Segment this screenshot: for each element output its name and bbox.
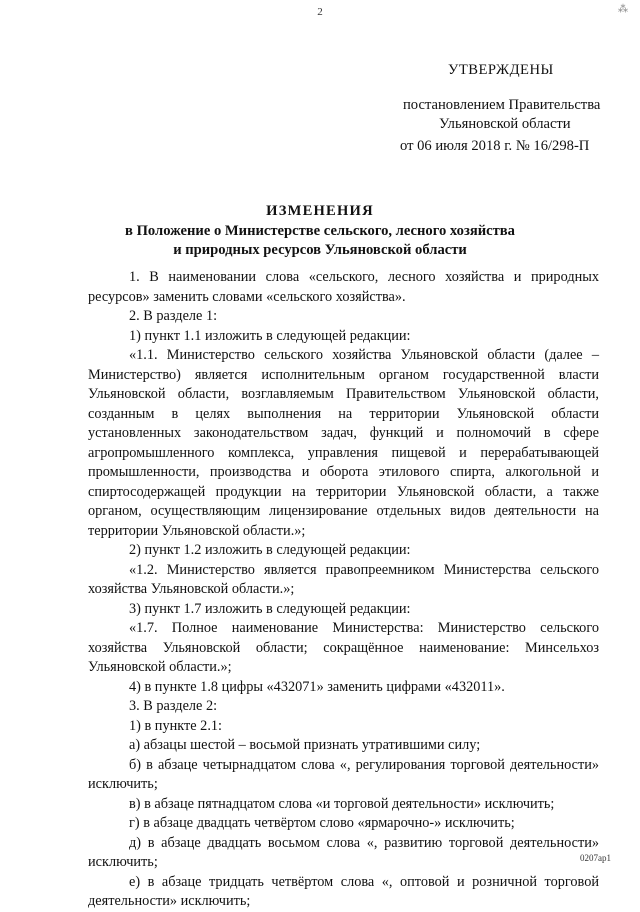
approval-line-date-number: от 06 июля 2018 г. № 16/298-П	[400, 138, 590, 154]
paragraph: 4) в пункте 1.8 цифры «432071» заменить цифрами «432011».	[129, 678, 505, 695]
scan-mark: ⁂	[618, 4, 628, 15]
page-number: 2	[317, 6, 323, 18]
heading-subtitle-line1: в Положение о Министерстве сельского, лесного хозяйства	[125, 222, 515, 239]
paragraph: 1. В наименовании слова «сельского, лесного хозяйства и природных ресурсов» заменить словами «сельского хозяйства».	[88, 269, 599, 305]
paragraph: 1) пункт 1.1 изложить в следующей редакции:	[129, 327, 411, 344]
approval-line-resolution: постановлением Правительства	[403, 97, 601, 113]
paragraph: а) абзацы шестой – восьмой признать утратившими силу;	[129, 737, 481, 753]
document-heading	[0, 202, 640, 261]
paragraph: г) в абзаце двадцать четвёртом слово «ярмарочно-» исключить;	[129, 815, 515, 831]
paragraph: д) в абзаце двадцать восьмом слова «, развитию торговой деятельности» исключить;	[88, 834, 599, 870]
paragraph: 3. В разделе 2:	[129, 698, 218, 714]
paragraph: е) в абзаце тридцать четвёртом слова «, оптовой и розничной торговой деятельности» исключить;	[88, 873, 599, 909]
approval-line-region: Ульяновской области	[439, 116, 571, 132]
paragraph: 1) в пункте 2.1:	[129, 717, 223, 734]
document-body	[88, 268, 599, 912]
paragraph: 2. В разделе 1:	[129, 308, 218, 324]
approval-line-approved: УТВЕРЖДЕНЫ	[448, 62, 554, 78]
heading-title: ИЗМЕНЕНИЯ	[266, 203, 374, 219]
heading-subtitle-line2: и природных ресурсов Ульяновской области	[173, 242, 467, 258]
paragraph: «1.2. Министерство является правопреемником Министерства сельского хозяйства Ульяновской области.»;	[88, 561, 599, 597]
paragraph: в) в абзаце пятнадцатом слова «и торговой деятельности» исключить;	[129, 795, 555, 812]
paragraph: 3) пункт 1.7 изложить в следующей редакции:	[129, 600, 411, 617]
paragraph: «1.1. Министерство сельского хозяйства Ульяновской области (далее – Министерство) является исполнительным органом государственной власти Ульяновской области, возглавляемым Правительством Ульяновской области, созданным в целях выполнения на территории Ульяновской области установленных законодательством задач, функций и полномочий в сфере агропромышленного комплекса, управления пищевой и перерабатывающей промышленности, производства и оборота этилового спирта, алкогольной и спиртосодержащей продукции на территории Ульяновской области, а также органом, осуществляющим лицензирование отдельных видов деятельности на территории Ульяновской области.»;	[88, 347, 599, 539]
paragraph: 2) пункт 1.2 изложить в следующей редакции:	[129, 542, 411, 558]
document-code: 0207ар1	[580, 853, 611, 863]
paragraph: б) в абзаце четырнадцатом слова «, регулирования торговой деятельности» исключить;	[88, 756, 599, 792]
paragraph: «1.7. Полное наименование Министерства: Министерство сельского хозяйства Ульяновской области; сокращённое наименование: Минсельхоз Ульяновской области.»;	[88, 620, 599, 675]
